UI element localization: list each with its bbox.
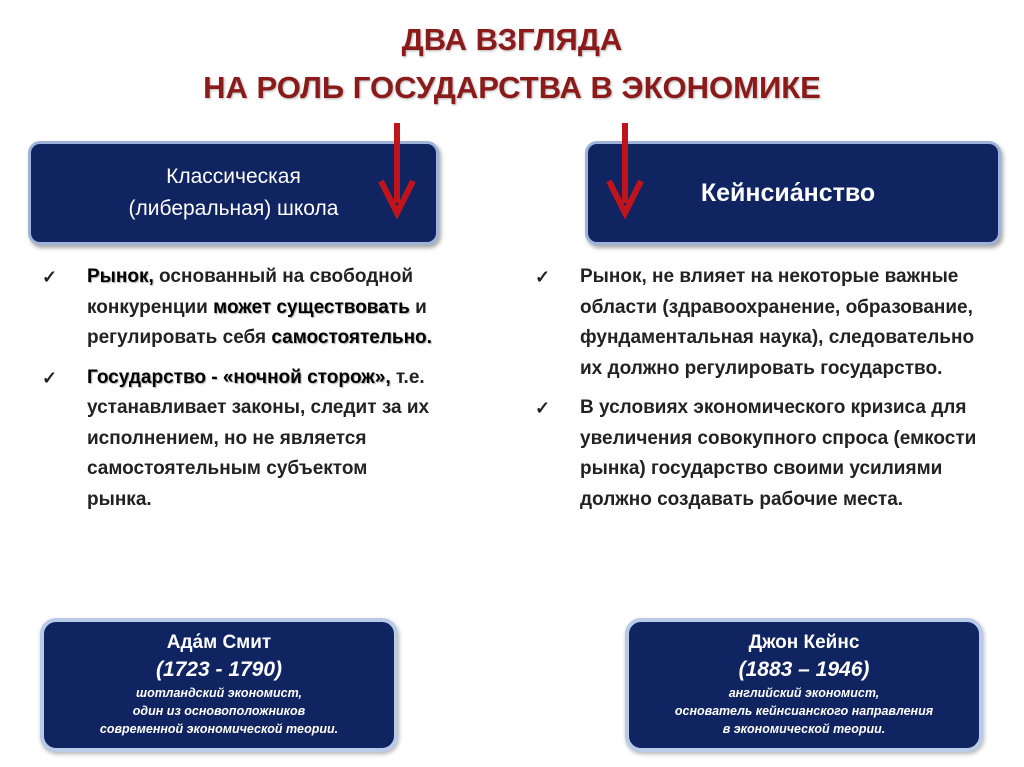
person-desc: основатель кейнсианского направления bbox=[674, 704, 934, 718]
list-item-text: т.е. устанавливает законы, следит за их исполнением, но не является самостоятельным субъектом рынка. bbox=[87, 366, 430, 510]
keynesianism-header bbox=[585, 141, 1001, 245]
check-icon: ✓ bbox=[42, 267, 58, 287]
check-icon: ✓ bbox=[535, 267, 551, 287]
classical-list bbox=[42, 262, 432, 524]
title-line-1: ДВА ВЗГЛЯДА bbox=[401, 22, 623, 57]
person-years: (1883 – 1946) bbox=[738, 658, 870, 681]
keyword-text: может существовать bbox=[213, 296, 410, 318]
person-desc: один из основоположников bbox=[132, 704, 306, 718]
adam-smith-card bbox=[40, 618, 398, 752]
title-line-2: НА РОЛЬ ГОСУДАРСТВА В ЭКОНОМИКЕ bbox=[203, 70, 821, 105]
person-years: (1723 - 1790) bbox=[155, 658, 283, 681]
keynesian-list bbox=[535, 262, 985, 524]
list-item-text: Рынок, не влияет на некоторые важные области (здравоохранение, образование, фундаментальная наука), следовательно их должно регулировать государство. bbox=[580, 266, 975, 379]
list-item-text: основанный на свободной конкуренции bbox=[87, 266, 414, 318]
person-name: Джон Кейнс bbox=[748, 632, 860, 653]
keyword-text: Государство - «ночной сторож», bbox=[87, 366, 391, 388]
header-line: (либеральная) школа bbox=[128, 197, 339, 220]
list-item bbox=[535, 262, 985, 384]
person-desc: современной экономической теории. bbox=[99, 722, 339, 736]
check-icon: ✓ bbox=[42, 367, 58, 388]
down-arrow-icon bbox=[605, 123, 645, 219]
list-item bbox=[42, 363, 432, 516]
list-item-text: и регулировать себя bbox=[87, 296, 427, 348]
down-arrow-icon bbox=[377, 123, 417, 219]
john-keynes-card bbox=[625, 618, 983, 752]
person-name: Ада́м Смит bbox=[166, 632, 272, 653]
check-icon: ✓ bbox=[535, 398, 551, 418]
list-item bbox=[535, 393, 985, 515]
keyword-text: Рынок, bbox=[87, 266, 154, 287]
person-desc: в экономической теории. bbox=[722, 722, 886, 736]
person-desc: английский экономист, bbox=[728, 686, 880, 700]
keyword-text: самостоятельно. bbox=[271, 327, 432, 348]
header-label: Кейнсиа́нство bbox=[700, 178, 876, 207]
list-item-text: В условиях экономического кризиса для увеличения совокупного спроса (емкости рынка) государство своими усилиями должно создавать рабочие места. bbox=[580, 397, 977, 510]
header-line: Классическая bbox=[166, 165, 301, 188]
list-item bbox=[42, 262, 432, 354]
person-desc: шотландский экономист, bbox=[135, 686, 303, 700]
